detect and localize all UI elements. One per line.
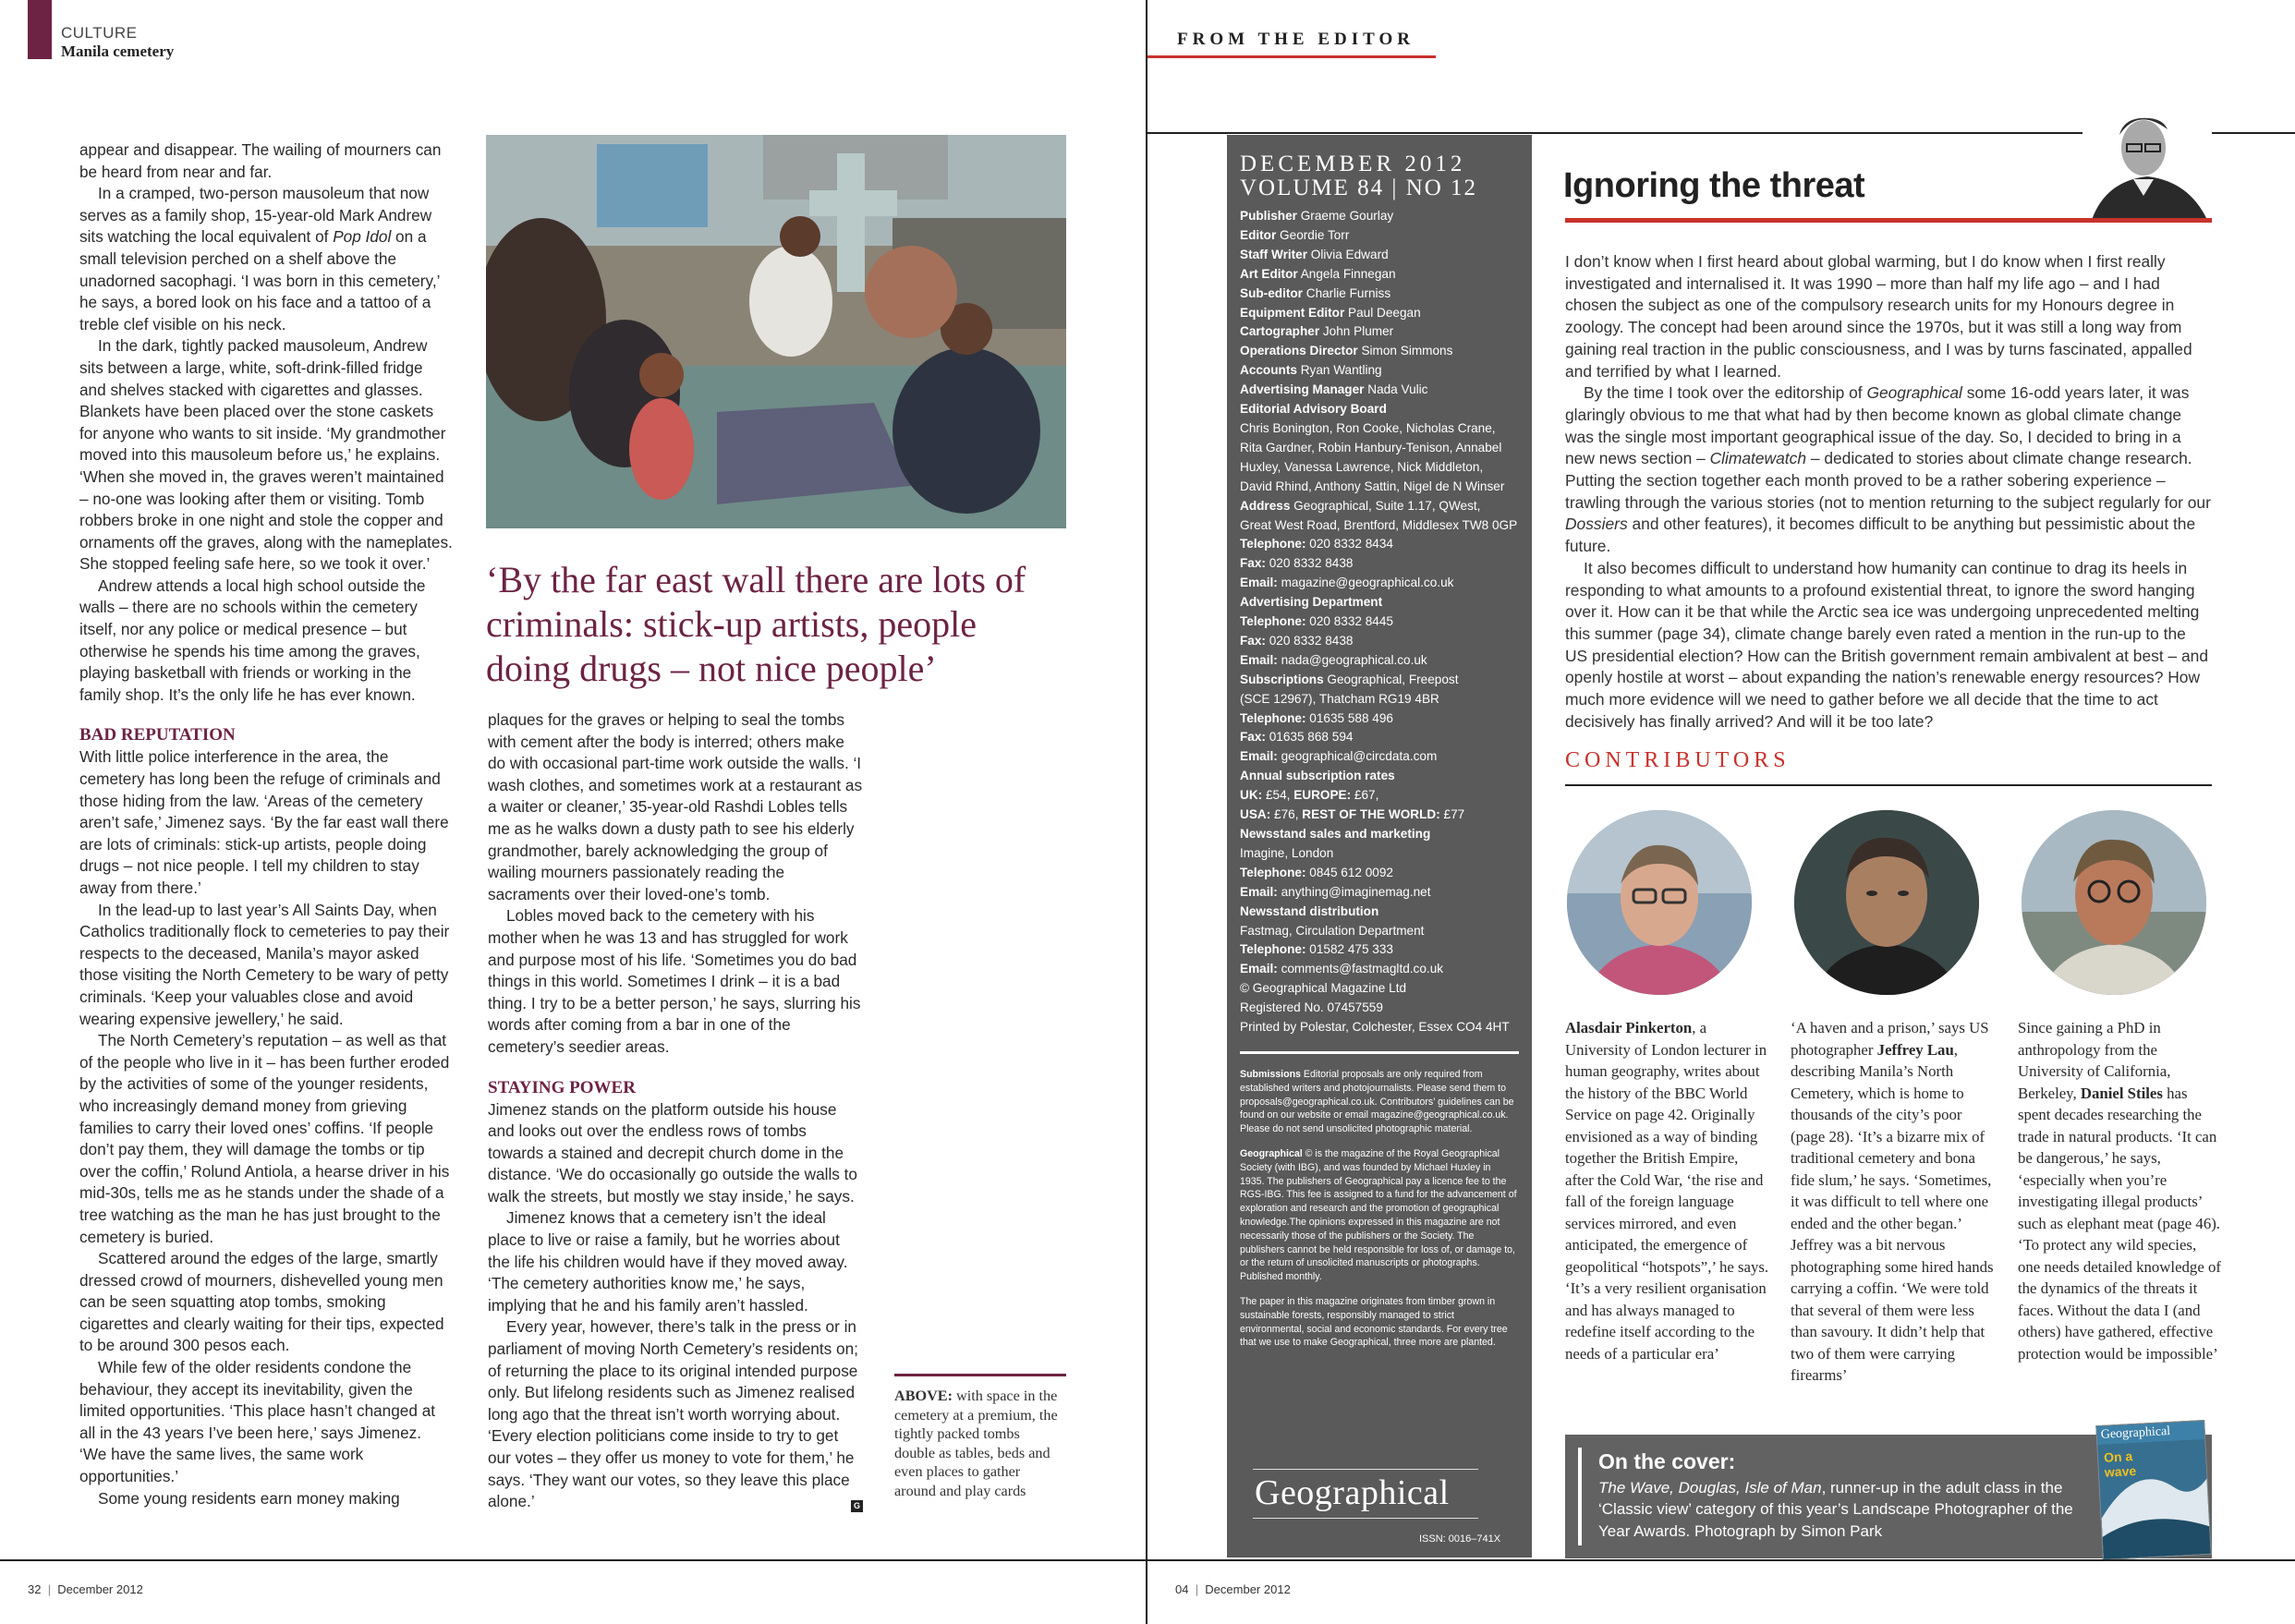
masthead-row: Huxley, Vanessa Lawrence, Nick Middleton,: [1240, 459, 1484, 474]
contributors-heading: CONTRIBUTORS: [1565, 748, 1791, 772]
masthead-row: Editorial Advisory Board: [1240, 402, 1387, 417]
subheading-bad-reputation: BAD REPUTATION: [79, 725, 236, 745]
cover-heading: On the cover:: [1598, 1449, 1736, 1473]
masthead-row: Telephone: 01635 588 496: [1240, 710, 1393, 725]
masthead-row: Email: magazine@geographical.co.uk: [1240, 576, 1454, 590]
article-column-2: [488, 709, 865, 1522]
masthead-row: Imagine, London: [1240, 845, 1334, 860]
contributor-bio-2: ‘A haven and a prison,’ says US photographer Jeffrey Lau, describing Manila’s North Cemetery, which is home to thousands of the city’s poor (page 28). ‘It’s a bizarre mix of traditional cemetery and bona fide slum,’ he says. ‘Sometimes, it was difficult to tell where one ended and the other began.’ Jeffrey was a bit nervous photographing some hired hands carrying a coffin. ‘We were told that several of them were less than savoury. It didn’t help that two of them were carrying firearms’: [1791, 1019, 1994, 1384]
society-note: Geographical © is the magazine of the Royal Geographical Society (with IBG), and was founded by Michael Huxley in 1935. The publishers of Geographical pay a licence fee to the RGS-IBG. This fee is assigned to a fund for the advancement of exploration and research and the promotion of geographical knowledge.The opinions expressed in this magazine are not necessarily those of the publishers or the Society. The publishers cannot be held responsible for loss of, or damage to, or the return of unsolicited manuscripts or photographs. Published monthly.: [1240, 1147, 1517, 1283]
pull-quote: ‘By the far east wall there are lots of criminals: stick-up artists, people doing drugs – not nice people’: [486, 559, 1026, 689]
paragraph: Lobles moved back to the cemetery with his mother when he was 13 and has struggled for work and purpose most of his life. ‘Sometimes you do bad things in this world. Sometimes I drink – it is a bad thing. I try to be a better person,’ he says, slurring his words after coming from a bar in one of the cemetery’s seedier areas.: [488, 906, 861, 1056]
caption-rule: [894, 1374, 1066, 1376]
paragraph: By the time I took over the editorship of Geographical some 16-odd years later, it was glaringly obvious to me that what had by then become known as global climate change was the single most important geographical issue of the day. So, I decided to bring in a new news section – Climatewatch – dedicated to stories about climate change research. Putting the section together each month proved to be a rather sobering experience – trawling through the various stories (not to mention returning to the subject regularly for our Dossiers and other features), it becomes difficult to be anything but pessimistic about the future.: [1565, 383, 2211, 556]
masthead-row: Telephone: 020 8332 8434: [1240, 537, 1393, 551]
logo-rule-top: [1253, 1469, 1478, 1470]
footer-rule: [0, 1559, 1146, 1561]
paragraph: Some young residents earn money making: [98, 1488, 400, 1508]
page-header: FROM THE EDITOR: [1177, 30, 1415, 49]
photo-caption: ABOVE: with space in the cemetery at a premium, the tightly packed tombs double as tables, beds and even places to gather around and play cards: [894, 1388, 1058, 1499]
contributor-photo-3: [2022, 810, 2206, 995]
masthead-row: Email: geographical@circdata.com: [1240, 749, 1438, 764]
cover-thumb-line2: wave: [2104, 1462, 2137, 1480]
masthead-row: Annual subscription rates: [1240, 769, 1395, 783]
paragraph: Jimenez knows that a cemetery isn’t the ideal place to live or raise a family, but he worries about the life his children would have if they moved away. ‘The cemetery authorities know me,’ he says, implying that he and his family aren’t hassled.: [488, 1208, 848, 1315]
masthead-row: Publisher Graeme Gourlay: [1240, 209, 1394, 223]
paragraph: With little police interference in the area, the cemetery has long been the refuge of criminals and those hiding from the law. ‘Areas of the cemetery aren’t safe,’ Jimenez says. ‘By the far east wall there are lots of criminals: stick-up artists, people doing drugs – not nice people. I tell my children to stay away from there.’: [79, 747, 449, 897]
masthead-row: Fax: 020 8332 8438: [1240, 633, 1354, 648]
masthead-row: Cartographer John Plumer: [1240, 324, 1394, 339]
header-underline: [1148, 55, 1436, 58]
masthead-divider: [1240, 1051, 1519, 1054]
masthead-row: Sub-editor Charlie Furniss: [1240, 285, 1391, 300]
masthead-row: Accounts Ryan Wantling: [1240, 363, 1382, 378]
cover-thumb-title: Geographical: [2096, 1421, 2204, 1445]
masthead-small-print: [1240, 1068, 1517, 1361]
masthead-row: Art Editor Angela Finnegan: [1240, 266, 1396, 281]
cover-description: The Wave, Douglas, Isle of Man, runner-up in the adult class in the ‘Classic view’ category of this year’s Landscape Photographer of the Year Awards. Photograph by Simon Park: [1598, 1479, 2073, 1540]
masthead-row: Great West Road, Brentford, Middlesex TW8 0GP: [1240, 517, 1518, 532]
right-page: [1148, 0, 2295, 1624]
masthead-row: Email: anything@imaginemag.net: [1240, 884, 1431, 899]
masthead-row: Chris Bonington, Ron Cooke, Nicholas Crane,: [1240, 420, 1496, 435]
editor-portrait: [2082, 107, 2212, 220]
folio: 04 | December 2012: [1175, 1582, 1291, 1596]
masthead-row: Newsstand distribution: [1240, 903, 1379, 918]
end-mark: G: [851, 1500, 863, 1512]
paragraph: Every year, however, there’s talk in the press or in parliament of moving North Cemetery’s residents on; of returning the place to its original intended purpose only. But lifelong residents such as Jimenez realised long ago that the threat isn’t worth worrying about. ‘Every election politicians come inside to try to get our votes – they offer us money to vote for them,’ he says. ‘They want our votes, so they leave this place alone.’: [488, 1317, 858, 1511]
editorial-title: Ignoring the threat: [1563, 166, 1865, 205]
title-rule: [1565, 218, 2212, 223]
section-title: Manila cemetery: [61, 42, 175, 60]
masthead-row: Rita Gardner, Robin Hanbury-Tenison, Annabel: [1240, 440, 1502, 454]
submissions-note: Submissions Editorial proposals are only required from established writers and photojournalists. Please send them to proposals@geographical.co.uk. Contributors’ guidelines can be found on our website or email magazine@geographical.co.uk. Please do not send unsolicited photographic material.: [1240, 1069, 1514, 1135]
paragraph: In a cramped, two-person mausoleum that now serves as a family shop, 15-year-old Mark Andrew sits watching the local equivalent of Pop Idol on a small television perched on a shelf above the unadorned sacophagi. ‘I was born in this cemetery,’ he says, a bored look on his face and a tattoo of a treble clef visible on his neck.: [79, 184, 440, 333]
masthead-row: Registered No. 07457559: [1240, 1000, 1383, 1015]
masthead-row: Equipment Editor Paul Deegan: [1240, 305, 1421, 320]
masthead-row: Email: comments@fastmagltd.co.uk: [1240, 962, 1444, 976]
contributor-bio-3: Since gaining a PhD in anthropology from the University of California, Berkeley, Daniel Stiles has spent decades researching the trade in natural products. ‘It can be dangerous,’ he says, ‘especially when you’re investigating illegal products’ such as elephant meat (page 46). ‘To protect any wild species, one needs detailed knowledge of the dynamics of the threats it faces. Without the data I (and others) have gathered, effective protection would be impossible’: [2018, 1019, 2221, 1363]
masthead-row: © Geographical Magazine Ltd: [1240, 981, 1407, 996]
paragraph: In the dark, tightly packed mausoleum, Andrew sits between a large, white, soft-drink-filled fridge and shelves stacked with cigarettes and glasses. Blankets have been placed over the stone caskets for anyone who wants to sit inside. ‘My grandmother moved into this mausoleum before us,’ he explains. ‘When she moved in, the graves weren’t maintained – no-one was looking after them or visiting. Tomb robbers broke in one night and stole the copper and ornaments off the graves, along with the nameplates. She stopped feeling safe here, so we took it over.’: [79, 336, 453, 574]
masthead-row: Subscriptions Geographical, Freepost: [1240, 672, 1459, 686]
paragraph: appear and disappear. The wailing of mourners can be heard from near and far.: [79, 140, 442, 181]
editorial-body: [1565, 251, 2212, 733]
masthead-row: (SCE 12967), Thatcham RG19 4BR: [1240, 691, 1439, 706]
masthead-row: Advertising Manager Nada Vulic: [1240, 382, 1428, 397]
footer-rule: [1148, 1559, 2295, 1561]
masthead-credits: [1240, 207, 1526, 1037]
subheading-staying-power: STAYING POWER: [488, 1077, 636, 1097]
masthead-row: Staff Writer Olivia Edward: [1240, 247, 1389, 261]
contributor-bio-1: Alasdair Pinkerton, a University of London lecturer in human geography, writes about the history of the BBC World Service on page 42. Originally envisioned as a way of binding together the British Empire, after the Cold War, ‘the rise and fall of the foreign language services mirrored, and even anticipated, the emergence of geopolitical “hotspots”,’ he says. ‘It’s a very resilient organisation and has always managed to redefine itself according to the needs of a particular era’: [1565, 1019, 1769, 1363]
contributors-rule: [1565, 784, 2212, 786]
masthead-row: Address Geographical, Suite 1.17, QWest,: [1240, 498, 1481, 513]
masthead-date: DECEMBER 2012: [1240, 151, 1466, 176]
paragraph: Andrew attends a local high school outside the walls – there are no schools within the cemetery itself, nor any police or medical presence – but otherwise he spends his time among the graves, playing basketball with friends or working in the family shop. It’s the only life he has ever known.: [79, 576, 426, 704]
masthead-row: Printed by Polestar, Colchester, Essex CO4 4HT: [1240, 1020, 1510, 1035]
section-label: CULTURE: [61, 24, 138, 42]
masthead-row: Operations Director Simon Simmons: [1240, 344, 1453, 358]
cover-thumb-line1: On a: [2103, 1448, 2133, 1465]
geographical-logo: Geographical: [1255, 1473, 1450, 1512]
paragraph: Jimenez stands on the platform outside his house and looks out over the endless rows of tombs towards a stained and decrepit church dome in the distance. ‘We do occasionally go outside the walls to walk the streets, but mostly we stay inside,’ he says.: [488, 1099, 857, 1206]
paragraph: The North Cemetery’s reputation – as well as that of the people who live in it – has been further eroded by the activities of some of the younger residents, who increasingly demand money from grieving families to carry their loved ones’ coffins. ‘If people don’t pay them, they will damage the tombs or tip over the coffin,’ Rolund Antiola, a hearse driver in his mid-30s, tells me as he stands under the shade of a tree watching as the man he has just brought to the cemetery is buried.: [79, 1031, 450, 1246]
paragraph: It also becomes difficult to understand how humanity can continue to drag its heels in responding to what amounts to a profound existential threat, to ignore the sword hanging over it. How can it be that while the Arctic sea ice was undergoing unprecedented melting this summer (page 34), climate change barely even rated a mention in the run-up to the US presidential election? How can the British government remain ambivalent at best – and openly hostile at worst – about expanding the nation’s renewable energy resources? How much more evidence will we need to gather before we all decide that the time to act decisively has finally arrived? And will it be too late?: [1565, 558, 2208, 731]
masthead-row: Telephone: 0845 612 0092: [1240, 865, 1393, 879]
masthead-row: Advertising Department: [1240, 595, 1383, 610]
masthead-row: Fastmag, Circulation Department: [1240, 923, 1425, 938]
masthead-row: Telephone: 01582 475 333: [1240, 942, 1393, 957]
masthead-row: Fax: 01635 868 594: [1240, 730, 1354, 745]
contributor-photo-1: [1567, 810, 1752, 995]
issn: ISSN: 0016–741X: [1419, 1533, 1501, 1545]
masthead-row: David Rhind, Anthony Sattin, Nigel de N Winser: [1240, 479, 1505, 493]
folio: 32 | December 2012: [28, 1582, 143, 1596]
masthead-row: Editor Geordie Torr: [1240, 227, 1350, 242]
section-tab: [28, 0, 52, 59]
masthead-row: USA: £76, REST OF THE WORLD: £77: [1240, 807, 1465, 822]
paragraph: Scattered around the edges of the large, smartly dressed crowd of mourners, dishevelled young men can be seen squatting atop tombs, smoking cigarettes and clearly waiting for their tips, expected to be around 300 pesos each.: [79, 1249, 444, 1355]
masthead-row: Email: nada@geographical.co.uk: [1240, 652, 1427, 667]
masthead-volume: VOLUME 84 | NO 12: [1240, 176, 1478, 200]
logo-rule-bottom: [1253, 1518, 1478, 1519]
paragraph: In the lead-up to last year’s All Saints Day, when Catholics traditionally flock to cemeteries to pay their respects to the deceased, Manila’s mayor asked those visiting the North Cemetery to be wary of petty criminals. ‘Keep your valuables close and avoid wearing expensive jewellery,’ he said.: [79, 900, 450, 1028]
masthead-row: UK: £54, EUROPE: £67,: [1240, 788, 1379, 803]
article-column-1: [79, 139, 453, 1516]
cover-accent-bar: [1578, 1448, 1582, 1545]
paragraph: plaques for the graves or helping to seal the tombs with cement after the body is interred; others make do with occasional part-time work outside the walls. ‘I wash clothes, and sometimes work at a restaurant as a waiter or cleaner,’ 35-year-old Rashdi Lobles tells me as he walks down a dusty path to see his elderly grandmother, barely acknowledging the group of wailing mourners passionately reading the sacraments over their loved-one’s tomb.: [488, 710, 863, 903]
cover-thumbnail: [2095, 1420, 2211, 1560]
masthead-row: Telephone: 020 8332 8445: [1240, 614, 1393, 629]
cemetery-photo: [486, 135, 1066, 528]
masthead-panel: [1227, 135, 1532, 1557]
left-page: [0, 0, 1146, 1624]
paragraph: While few of the older residents condone the behaviour, they accept its inevitability, given the limited opportunities. ‘This place hasn’t changed at all in the 43 years I’ve been here,’ says Jimenez. ‘We have the same lives, the same work opportunities.’: [79, 1358, 436, 1486]
paragraph: I don’t know when I first heard about global warming, but I do know when I first really investigated and internalised it. It was 1990 – more than half my life ago – and I had chosen the subject as one of the compulsory research units for my Honours degree in zoology. The concept had been around since the 1970s, but it was still a long way from gaining real traction in the public consciousness, and I was by turns fascinated, appalled and terrified by what I learned.: [1565, 252, 2192, 381]
paper-note: The paper in this magazine originates from timber grown in sustainable forests, responsibly managed to strict environmental, social and economic standards. For every tree that we use to make Geographical, three more are planted.: [1240, 1295, 1508, 1349]
masthead-row: Newsstand sales and marketing: [1240, 827, 1431, 841]
masthead-row: Fax: 020 8332 8438: [1240, 556, 1354, 571]
contributor-photo-2: [1794, 810, 1979, 995]
